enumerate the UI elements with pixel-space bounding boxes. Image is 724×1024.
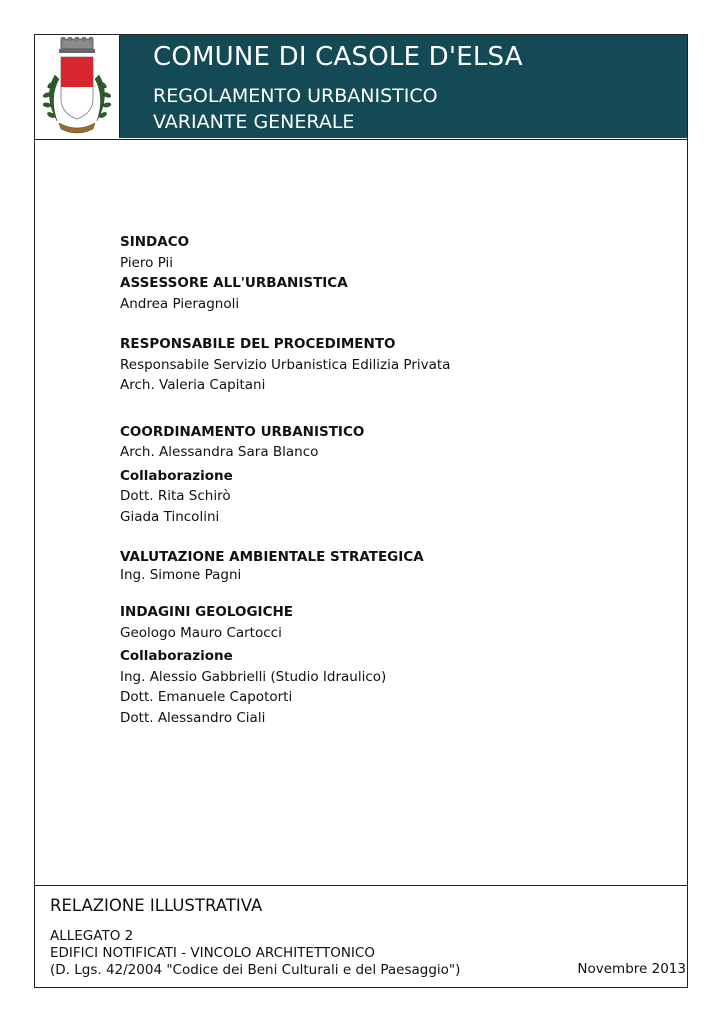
title-banner	[120, 35, 687, 138]
person: Arch. Alessandra Sara Blanco	[120, 444, 319, 460]
person: Ing. Alessio Gabbrielli (Studio Idraulico)	[120, 668, 387, 685]
section-title: INDAGINI GEOLOGICHE	[120, 604, 294, 620]
person: Dott. Emanuele Capotorti	[120, 689, 293, 705]
annex-law: (D. Lgs. 42/2004 "Codice dei Beni Culturali e del Paesaggio")	[50, 962, 461, 978]
person: Arch. Valeria Capitani	[120, 377, 266, 393]
annex-subject: EDIFICI NOTIFICATI - VINCOLO ARCHITETTONICO	[50, 945, 375, 961]
credits	[120, 232, 660, 728]
collab-title: Collaborazione	[120, 648, 233, 664]
annex-info	[50, 928, 460, 979]
footer-divider	[34, 885, 688, 886]
annex-number: ALLEGATO 2	[50, 928, 134, 944]
report-title: RELAZIONE ILLUSTRATIVA	[50, 896, 263, 915]
person: Dott. Rita Schirò	[120, 488, 231, 504]
coat-of-arms-icon	[35, 35, 119, 138]
person: Andrea Pieragnoli	[120, 295, 240, 312]
section-title: SINDACO	[120, 234, 190, 250]
person: Ing. Simone Pagni	[120, 566, 242, 583]
section-title: VALUTAZIONE AMBIENTALE STRATEGICA	[120, 549, 424, 565]
section-title: ASSESSORE ALL'URBANISTICA	[120, 275, 348, 291]
person: Piero Pii	[120, 254, 174, 271]
person: Giada Tincolini	[120, 508, 220, 525]
document-date: Novembre 2013	[577, 961, 686, 977]
section-title: RESPONSABILE DEL PROCEDIMENTO	[120, 336, 396, 352]
collab-title: Collaborazione	[120, 467, 233, 484]
person: Responsabile Servizio Urbanistica Edilizia Privata	[120, 356, 451, 373]
municipality-title: COMUNE DI CASOLE D'ELSA	[153, 42, 523, 72]
section-title: COORDINAMENTO URBANISTICO	[120, 423, 365, 440]
crown-icon	[59, 37, 95, 53]
person: Geologo Mauro Cartocci	[120, 624, 282, 641]
header	[34, 34, 688, 140]
person: Dott. Alessandro Ciali	[120, 709, 266, 726]
document-subtitle: VARIANTE GENERALE	[153, 111, 355, 133]
document-title: REGOLAMENTO URBANISTICO	[153, 85, 438, 107]
logo-box	[35, 35, 120, 138]
